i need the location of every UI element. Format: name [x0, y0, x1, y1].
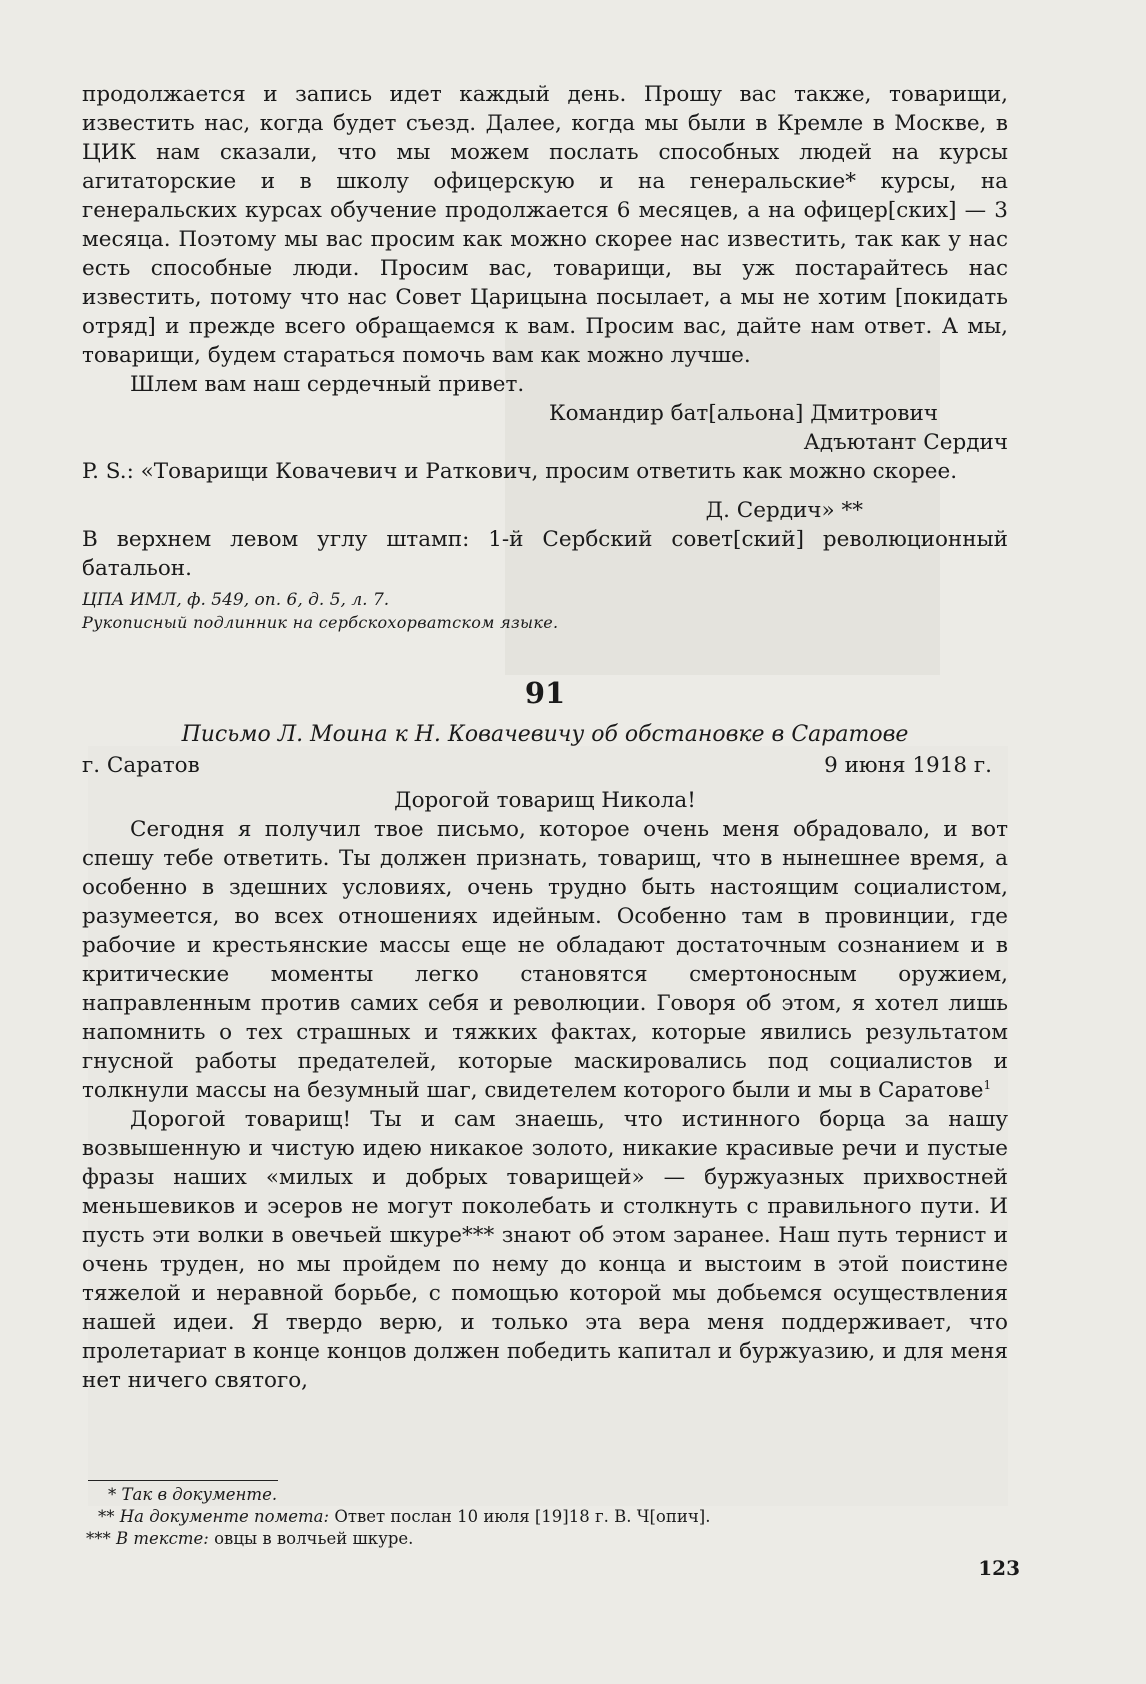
archive-note: Рукописный подлинник на сербскохорватском языке.	[82, 613, 559, 632]
upper-paragraph: продолжается и запись идет каждый день. Прошу вас также, товарищи, известить нас, когда будет съезд. Далее, когда мы были в Кремле в Москве, в ЦИК нам сказали, что мы можем послать способных людей на курсы агитаторские и в школу офицерскую и на генеральские* курсы, на генеральских курсах обучение продолжается 6 месяцев, а на офицер[ских] — 3 месяца. Поэтому мы вас просим как можно скорее нас известить, так как у нас есть способные люди. Просим вас, товарищи, вы уж постарайтесь нас известить, потому что нас Совет Царицына посылает, а мы не хотим [покидать отряд] и прежде всего обращаемся к вам. Просим вас, дайте нам ответ. А мы, товарищи, будем стараться помочь вам как можно лучше.	[82, 82, 1008, 368]
footnote-label: В тексте:	[116, 1529, 209, 1548]
footnote-mark: ***	[86, 1529, 111, 1548]
footnote-label: На документе помета:	[119, 1507, 330, 1526]
footnote-text: овцы в волчьей шкуре.	[214, 1529, 414, 1548]
document-date: 9 июня 1918 г.	[824, 753, 992, 778]
document-number: 91	[524, 676, 566, 710]
upper-greeting: Шлем вам наш сердечный привет.	[130, 372, 525, 397]
document-title: Письмо Л. Моина к Н. Ковачевичу об обстановке в Саратове	[181, 722, 909, 747]
footnote-label: Так в документе.	[121, 1485, 278, 1504]
stamp-note: В верхнем левом углу штамп: 1-й Сербский совет[ский] революционный батальон.	[82, 527, 1008, 581]
footnote-item	[86, 1484, 986, 1506]
footnote-item	[86, 1528, 986, 1550]
page-body	[82, 80, 1008, 1395]
place-date-line	[82, 751, 1008, 780]
letter-paragraph-1	[82, 815, 1008, 1105]
postscript-signature: Д. Сердич» **	[705, 498, 863, 523]
postscript: P. S.: «Товарищи Ковачевич и Раткович, просим ответить как можно скорее.	[82, 459, 958, 484]
footnote-rule	[88, 1480, 278, 1481]
signature-commander: Командир бат[альона] Дмитрович	[549, 401, 938, 426]
footnotes	[86, 1484, 986, 1550]
letter-salutation: Дорогой товарищ Никола!	[394, 788, 696, 813]
letter-paragraph-2: Дорогой товарищ! Ты и сам знаешь, что истинного борца за нашу возвышенную и чистую идею никакое золото, никакие красивые речи и пустые фразы наших «милых и добрых товарищей» — буржуазных прихвостней меньшевиков и эсеров не могут поколебать и столкнуть с правильного пути. И пусть эти волки в овечьей шкуре*** знают об этом заранее. Наш путь тернист и очень труден, но мы пройдем по нему до конца и выстоим в этой поистине тяжелой и неравной борьбе, с помощью которой мы добьемся осуществления нашей идеи. Я твердо верю, и только эта вера меня поддерживает, что пролетариат в конце концов должен победить капитал и буржуазию, и для меня нет ничего святого,	[82, 1107, 1008, 1393]
document-place: г. Саратов	[82, 753, 200, 778]
archive-reference: ЦПА ИМЛ, ф. 549, оп. 6, д. 5, л. 7.	[82, 590, 390, 610]
letter-paragraph-1-text: Сегодня я получил твое письмо, которое очень меня обрадовало, и вот спешу тебе ответить. Ты должен признать, товарищ, что в нынешнее время, а особенно в здешних условиях, очень трудно быть настоящим социалистом, разумеется, во всех отношениях идейным. Особенно там в провинции, где рабочие и крестьянские массы еще не обладают достаточным сознанием и в критические моменты легко становятся смертоносным оружием, направленным против самих себя и революции. Говоря об этом, я хотел лишь напомнить о тех страшных и тяжких фактах, которые явились результатом гнусной работы предателей, которые маскировались под социалистов и толкнули массы на безумный шаг, свидетелем которого были и мы в Саратове	[82, 817, 1008, 1103]
page-number: 123	[978, 1556, 1020, 1580]
signature-adjutant: Адъютант Сердич	[803, 430, 1008, 455]
footnote-text: Ответ послан 10 июля [19]18 г. В. Ч[опич].	[334, 1507, 711, 1526]
footnote-ref-1: 1	[983, 1077, 992, 1092]
footnote-mark: *	[108, 1485, 117, 1504]
footnote-item	[86, 1506, 986, 1528]
footnote-mark: **	[98, 1507, 115, 1526]
